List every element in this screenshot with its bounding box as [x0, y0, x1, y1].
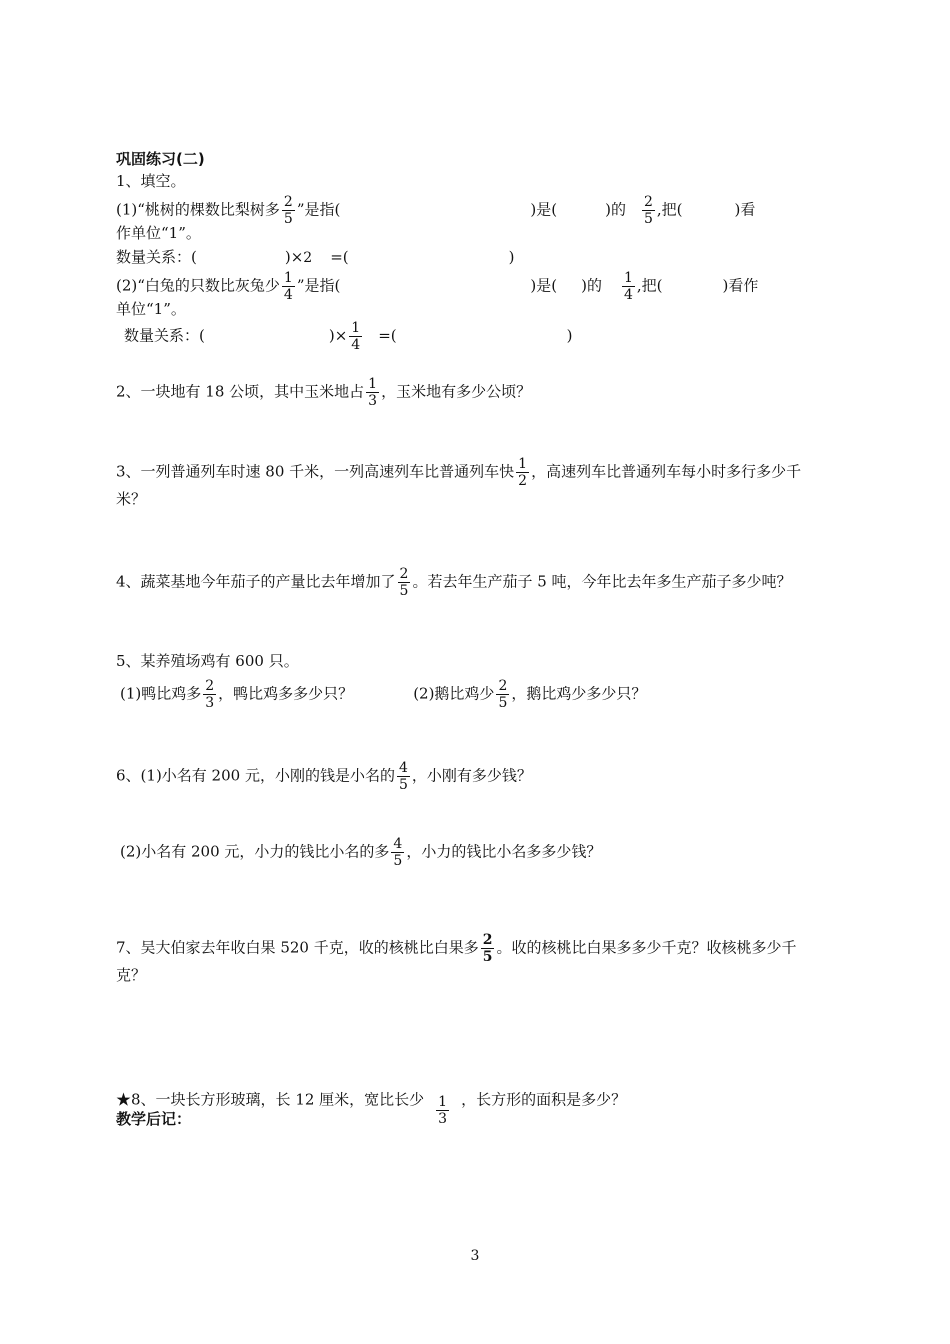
q1-part1-text-d: )的 — [605, 200, 626, 219]
question-5-sub: (1)鸭比鸡多 $\frac{2}{3}$ ，鸭比鸡多多少只？ (2)鹅比鸡少 $\frac{2}{5}$ ，鹅比鸡少多少只？ — [120, 678, 647, 711]
fraction: $\frac{2}{5}$ — [399, 566, 409, 599]
fraction: $\frac{2}{5}$ — [643, 194, 653, 227]
question-5-head: 5、某养殖场鸡有 600 只。 — [116, 652, 299, 670]
q1-part2-line2: 单位“1”。 — [116, 300, 186, 318]
q1-part1-text-f: )看 — [734, 200, 756, 219]
fraction: $\frac{4}{5}$ — [393, 836, 403, 869]
fraction: $\frac{1}{4}$ — [351, 320, 361, 353]
q1-heading: 1、填空。 — [116, 172, 186, 190]
fraction: $\frac{1}{3}$ — [368, 376, 378, 409]
fraction: $\frac{1}{4}$ — [283, 270, 293, 303]
q1-part1-text-c: )是( — [530, 200, 558, 219]
q1-relation1: 数量关系：( )×2 =( ) — [116, 248, 515, 266]
fraction: $\frac{2}{3}$ — [205, 678, 215, 711]
q1-part1-line2: 作单位“1”。 — [116, 224, 201, 242]
q1-part2-line1: (2)“白兔的只数比灰兔少 $\frac{1}{4}$ ”是指( )是( )的 $\frac{1}{4}$ ,把( )看作 — [116, 270, 759, 303]
question-2: 2、一块地有 18 公顷，其中玉米地占 $\frac{1}{3}$ ，玉米地有多少公顷？ — [116, 376, 532, 409]
fraction: $\frac{2}{5}$ — [283, 194, 293, 227]
question-3-cont: 米？ — [116, 490, 147, 508]
q1-part1-line1 — [116, 194, 755, 227]
teaching-notes-label: 教学后记： — [116, 1110, 192, 1128]
q1-part1-text-e: ,把( — [656, 200, 683, 219]
fraction: $\frac{1}{3}$ — [438, 1094, 448, 1127]
question-6-part2: (2)小名有 200 元，小力的钱比小名的多 $\frac{4}{5}$ ，小力的钱比小名多多少钱？ — [120, 836, 602, 869]
question-4: 4、蔬菜基地今年茄子的产量比去年增加了 $\frac{2}{5}$ 。若去年生产茄子 5 吨，今年比去年多生产茄子多少吨？ — [116, 566, 792, 599]
question-8: ★8、一块长方形玻璃，长 12 厘米，宽比长少 $\frac{1}{3}$ ，长方形的面积是多少？ — [116, 1090, 627, 1127]
page-number: 3 — [470, 1248, 480, 1264]
fraction: $\frac{2}{5}$ — [482, 932, 493, 965]
q1-part1-text-a: (1)“桃树的棵数比梨树多 — [116, 200, 280, 219]
fraction: $\frac{4}{5}$ — [398, 760, 408, 793]
q1-relation2: 数量关系：( )× $\frac{1}{4}$ =( ) — [124, 320, 573, 353]
q1-part1-text-b: ”是指( — [296, 200, 341, 219]
question-7-cont: 克？ — [116, 966, 147, 984]
question-3: 3、一列普通列车时速 80 千米，一列高速列车比普通列车快 $\frac{1}{2}$ ，高速列车比普通列车每小时多行多少千 — [116, 456, 802, 489]
question-7: 7、吴大伯家去年收白果 520 千克，收的核桃比白果多 $\frac{2}{5}$ 。收的核桃比白果多多少千克？收核桃多少千 — [116, 932, 797, 965]
fraction: $\frac{2}{5}$ — [498, 678, 508, 711]
fraction: $\frac{1}{2}$ — [518, 456, 528, 489]
fraction: $\frac{1}{4}$ — [623, 270, 633, 303]
question-6-part1: 6、(1)小名有 200 元，小刚的钱是小名的 $\frac{4}{5}$ ，小刚有多少钱？ — [116, 760, 532, 793]
page-title: 巩固练习(二) — [116, 150, 205, 168]
